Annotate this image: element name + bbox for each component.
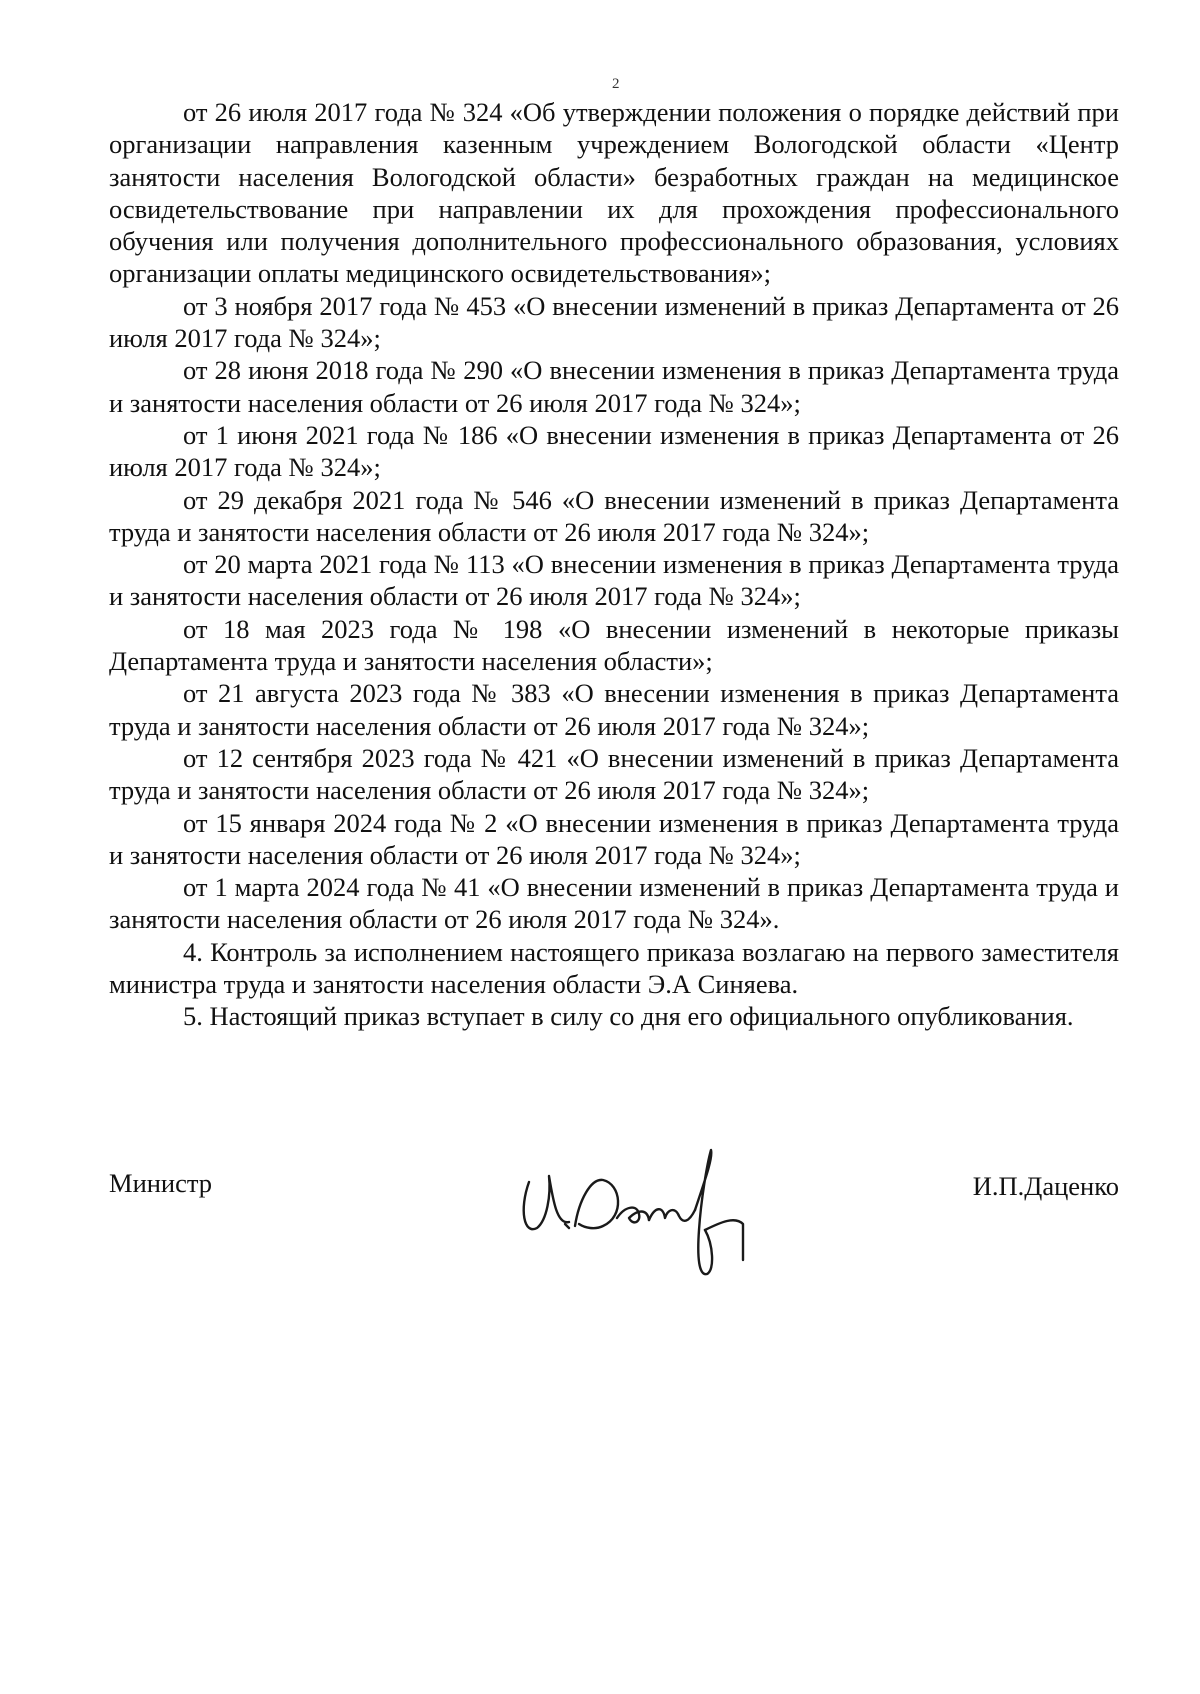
paragraph-order-198: от 18 мая 2023 года № 198 «О внесении изменений в некоторые приказы Департамента труда и занятости населения области»; <box>109 613 1119 677</box>
paragraph-order-324: от 26 июля 2017 года № 324 «Об утверждении положения о порядке действий при организации направления казенным учреждением Вологодской области «Центр занятости населения Вологодской области» безработных граждан на медицинское освидетельствование при направлении их для прохождения профессионального обучения или получения дополнительного профессионального образования, условиях организации оплаты медицинского освидетельствования»; <box>109 97 1119 289</box>
paragraph-order-383: от 21 августа 2023 года № 383 «О внесении изменения в приказ Департамента труда и занятости населения области от 26 июля 2017 года № 324»; <box>109 678 1119 741</box>
signature-stroke-7 <box>565 1224 569 1228</box>
paragraph-order-2: от 15 января 2024 года № 2 «О внесении изменения в приказ Департамента труда и занятости населения области от 26 июля 2017 года № 324»; <box>109 807 1119 870</box>
signature-stroke-5 <box>695 1150 712 1274</box>
signature-stroke-2 <box>575 1180 618 1228</box>
handwritten-signature <box>499 1140 759 1280</box>
paragraph-order-113: от 20 марта 2021 года № 113 «О внесении изменения в приказ Департамента труда и занятости населения области от 26 июля 2017 года № 324»; <box>109 549 1119 612</box>
paragraph-order-290: от 28 июня 2018 года № 290 «О внесении изменения в приказ Департамента труда и занятости населения области от 26 июля 2017 года № 324»; <box>109 355 1119 418</box>
paragraph-order-186: от 1 июня 2021 года № 186 «О внесении изменения в приказ Департамента от 26 июля 2017 года № 324»; <box>109 419 1119 483</box>
signatory-title: Министр <box>109 1168 213 1198</box>
paragraph-order-546: от 29 декабря 2021 года № 546 «О внесении изменений в приказ Департамента труда и занятости населения области от 26 июля 2017 года № 324»; <box>109 484 1119 547</box>
paragraph-item-5-effective: 5. Настоящий приказ вступает в силу со дня его официального опубликования. <box>183 1001 1074 1032</box>
signature-stroke-4 <box>649 1209 695 1221</box>
page-number: 2 <box>612 76 620 92</box>
signatory-name: И.П.Даценко <box>972 1171 1119 1201</box>
signature-block <box>109 1140 1119 1280</box>
paragraph-order-41: от 1 марта 2024 года № 41 «О внесении изменений в приказ Департамента труда и занятости населения области от 26 июля 2017 года № 324». <box>109 872 1119 935</box>
paragraph-order-453: от 3 ноября 2017 года № 453 «О внесении изменений в приказ Департамента от 26 июля 2017 года № 324»; <box>109 290 1119 354</box>
paragraph-item-4-control: 4. Контроль за исполнением настоящего приказа возлагаю на первого заместителя министра труда и занятости населения области Э.А Синяева. <box>109 936 1119 1000</box>
document-body <box>109 96 1119 1033</box>
signature-stroke-3 <box>617 1208 649 1223</box>
paragraph-order-421: от 12 сентября 2023 года № 421 «О внесении изменений в приказ Департамента труда и занятости населения области от 26 июля 2017 года № 324»; <box>109 742 1119 806</box>
signature-stroke-1 <box>524 1176 569 1229</box>
